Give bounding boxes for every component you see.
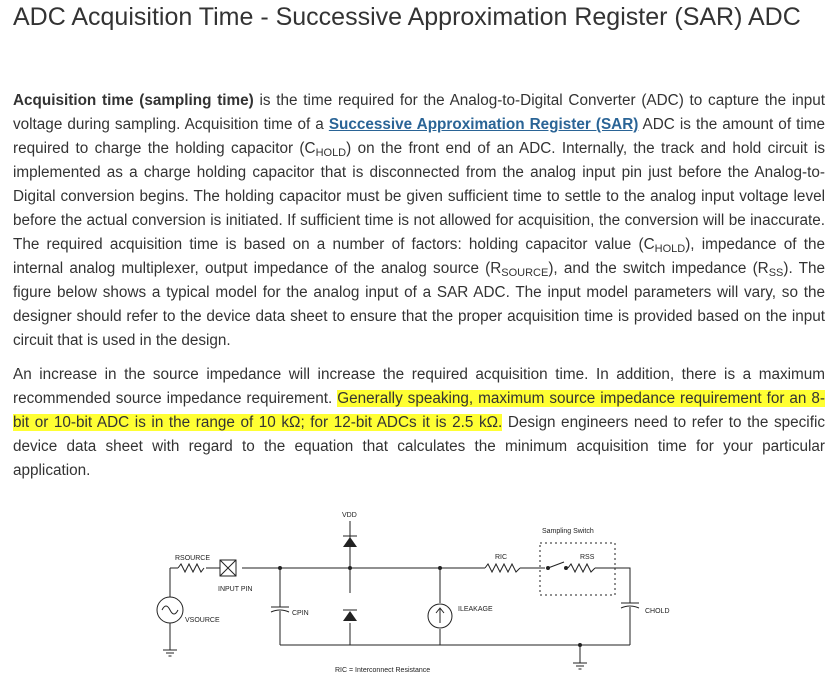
input-pin-cross <box>220 560 236 576</box>
sampling-switch-box <box>540 543 615 595</box>
text-run: An increase in the source impedance will increase the required acquisition time. In addition, there is a maximum recommended source impedance requirement. <box>13 366 825 407</box>
chold-label: CHOLD <box>645 608 670 615</box>
subscript: SS <box>768 267 784 279</box>
text-run: ). The figure below shows a typical model for the analog input of a SAR ADC. The input model parameters will vary, so the designer should refer to the device data sheet to ensure that the proper acquisition time is provided based on the input circuit that is used in the design. <box>13 260 825 349</box>
rsource-label: RSOURCE <box>175 555 211 562</box>
text-run: is the time required for the Analog-to-Digital Converter (ADC) to capture the input voltage during sampling. Acquisition time of a <box>13 92 825 133</box>
upper-diode-icon <box>343 537 357 547</box>
text-run: ), impedance of the internal analog multiplexer, output impedance of the analog source (R <box>13 236 825 277</box>
sar-adc-input-model-diagram <box>140 505 700 686</box>
term-acquisition-time: Acquisition time (sampling time) <box>13 92 254 109</box>
subscript: SOURCE <box>501 267 549 279</box>
ric-label: RIC <box>495 554 508 561</box>
switch-contact <box>564 566 568 570</box>
rsource-resistor <box>178 564 204 572</box>
input-pin-label: INPUT PIN <box>218 586 253 593</box>
rss-label: RSS <box>580 554 595 561</box>
bottom-wire <box>280 621 630 645</box>
text-run: ADC is the amount of time required to charge the holding capacitor (C <box>13 116 826 157</box>
text-run: ), and the switch impedance (R <box>548 260 769 277</box>
cpin-capacitor <box>271 568 289 645</box>
page-title: ADC Acquisition Time - Successive Approximation Register (SAR) ADC <box>13 3 801 31</box>
switch-icon <box>548 562 564 568</box>
sine-icon <box>162 606 178 614</box>
vdd-label: VDD <box>342 512 357 519</box>
ground-icon <box>163 650 177 656</box>
intro-paragraph <box>13 89 825 353</box>
source-impedance-paragraph <box>13 363 825 483</box>
lower-diode-icon <box>343 611 357 621</box>
highlighted-text: Generally speaking, maximum source impedance requirement for an 8-bit or 10-bit ADC is in the range of 10 kΩ; for 12-bit ADCs it is 2.5 kΩ. <box>13 390 826 431</box>
sar-link[interactable]: Successive Approximation Register (SAR) <box>328 116 639 133</box>
cpin-label: CPIN <box>292 610 309 617</box>
ric-legend: RIC = Interconnect Resistance <box>335 667 431 674</box>
text-run: Design engineers need to refer to the specific device data sheet with regard to the equation that calculates the minimum acquisition time for your particular application. <box>13 414 825 479</box>
chold-capacitor <box>621 603 639 621</box>
ground-wire <box>573 645 587 669</box>
ric-resistor <box>485 564 520 572</box>
subscript: HOLD <box>654 243 686 255</box>
vsource-label: VSOURCE <box>185 617 220 624</box>
ileakage-label: ILEAKAGE <box>458 606 493 613</box>
rss-resistor <box>568 564 595 572</box>
sampling-switch-label: Sampling Switch <box>542 528 594 535</box>
arrow-up-icon <box>436 608 444 623</box>
text-run: ) on the front end of an ADC. Internally, the track and hold circuit is implemented as a charge holding capacitor that is disconnected from the analog input pin just before the Analog-to-Digital conversion begins. The holding capacitor must be given sufficient time to settle to the analog input voltage level before the actual conversion is initiated. If sufficient time is not allowed for acquisition, the conversion will be inaccurate. The required acquisition time is based on a number of factors: holding capacitor value (C <box>13 140 826 253</box>
subscript: HOLD <box>315 147 347 159</box>
